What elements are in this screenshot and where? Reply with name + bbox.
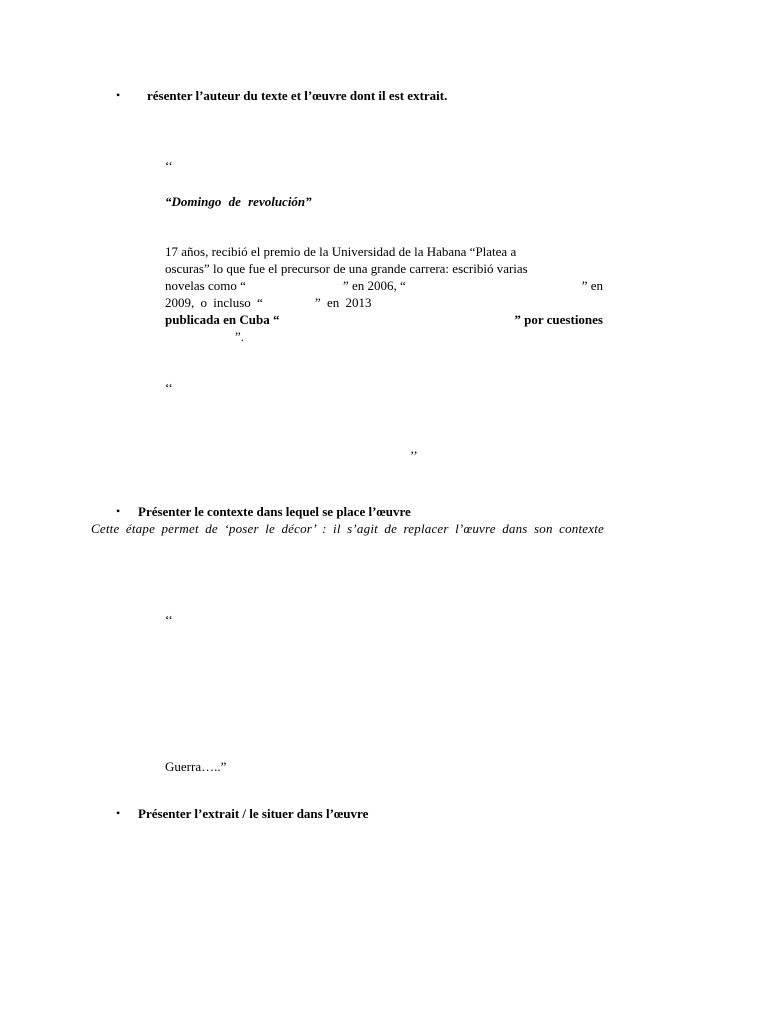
open-quote-mark-2: ‘‘ — [165, 380, 173, 395]
line5-part-b: ” por cuestiones — [514, 312, 603, 327]
line3-part-a: novelas como “ — [165, 278, 246, 293]
line6-text: ”. — [235, 329, 245, 344]
open-quote-mark: ‘‘ — [165, 158, 173, 173]
section-heading-extract: Présenter l’extrait / le situer dans l’œuvre — [138, 806, 369, 821]
line3-part-b: ” en 2006, “ — [343, 278, 406, 293]
bullet-icon: • — [116, 88, 121, 102]
context-closing-text: Guerra…..” — [165, 759, 227, 774]
line4-part-a: 2009, o incluso “ — [165, 295, 263, 310]
paragraph-line-2: oscuras” lo que fue el precursor de una grande carrera: escribió varias — [165, 261, 528, 276]
line3-part-c: ” en — [581, 278, 603, 293]
context-intro: Cette étape permet de ‘poser le décor’ : il s’agit de replacer l’œuvre dans son contexte — [91, 521, 605, 536]
section-heading-author: résenter l’auteur du texte et l’œuvre dont il est extrait. — [147, 88, 448, 103]
line4-part-b: ” en 2013 — [315, 295, 372, 310]
paragraph-line-5 — [165, 312, 603, 328]
bullet-icon: • — [116, 504, 121, 518]
paragraph-line-1: 17 años, recibió el premio de la Universidad de la Habana “Platea a — [165, 244, 517, 259]
paragraph-line-4 — [165, 295, 603, 311]
paragraph-line-3 — [165, 278, 603, 294]
paragraph-line-6 — [165, 329, 603, 345]
work-title: “Domingo de revolución” — [165, 194, 312, 209]
section-heading-context: Présenter le contexte dans lequel se place l’œuvre — [138, 504, 411, 519]
bullet-icon: • — [116, 806, 121, 820]
line5-part-a: publicada en Cuba “ — [165, 312, 280, 327]
open-quote-mark-3: ‘‘ — [165, 612, 173, 627]
close-quote-mark-2: ’’ — [410, 448, 418, 463]
